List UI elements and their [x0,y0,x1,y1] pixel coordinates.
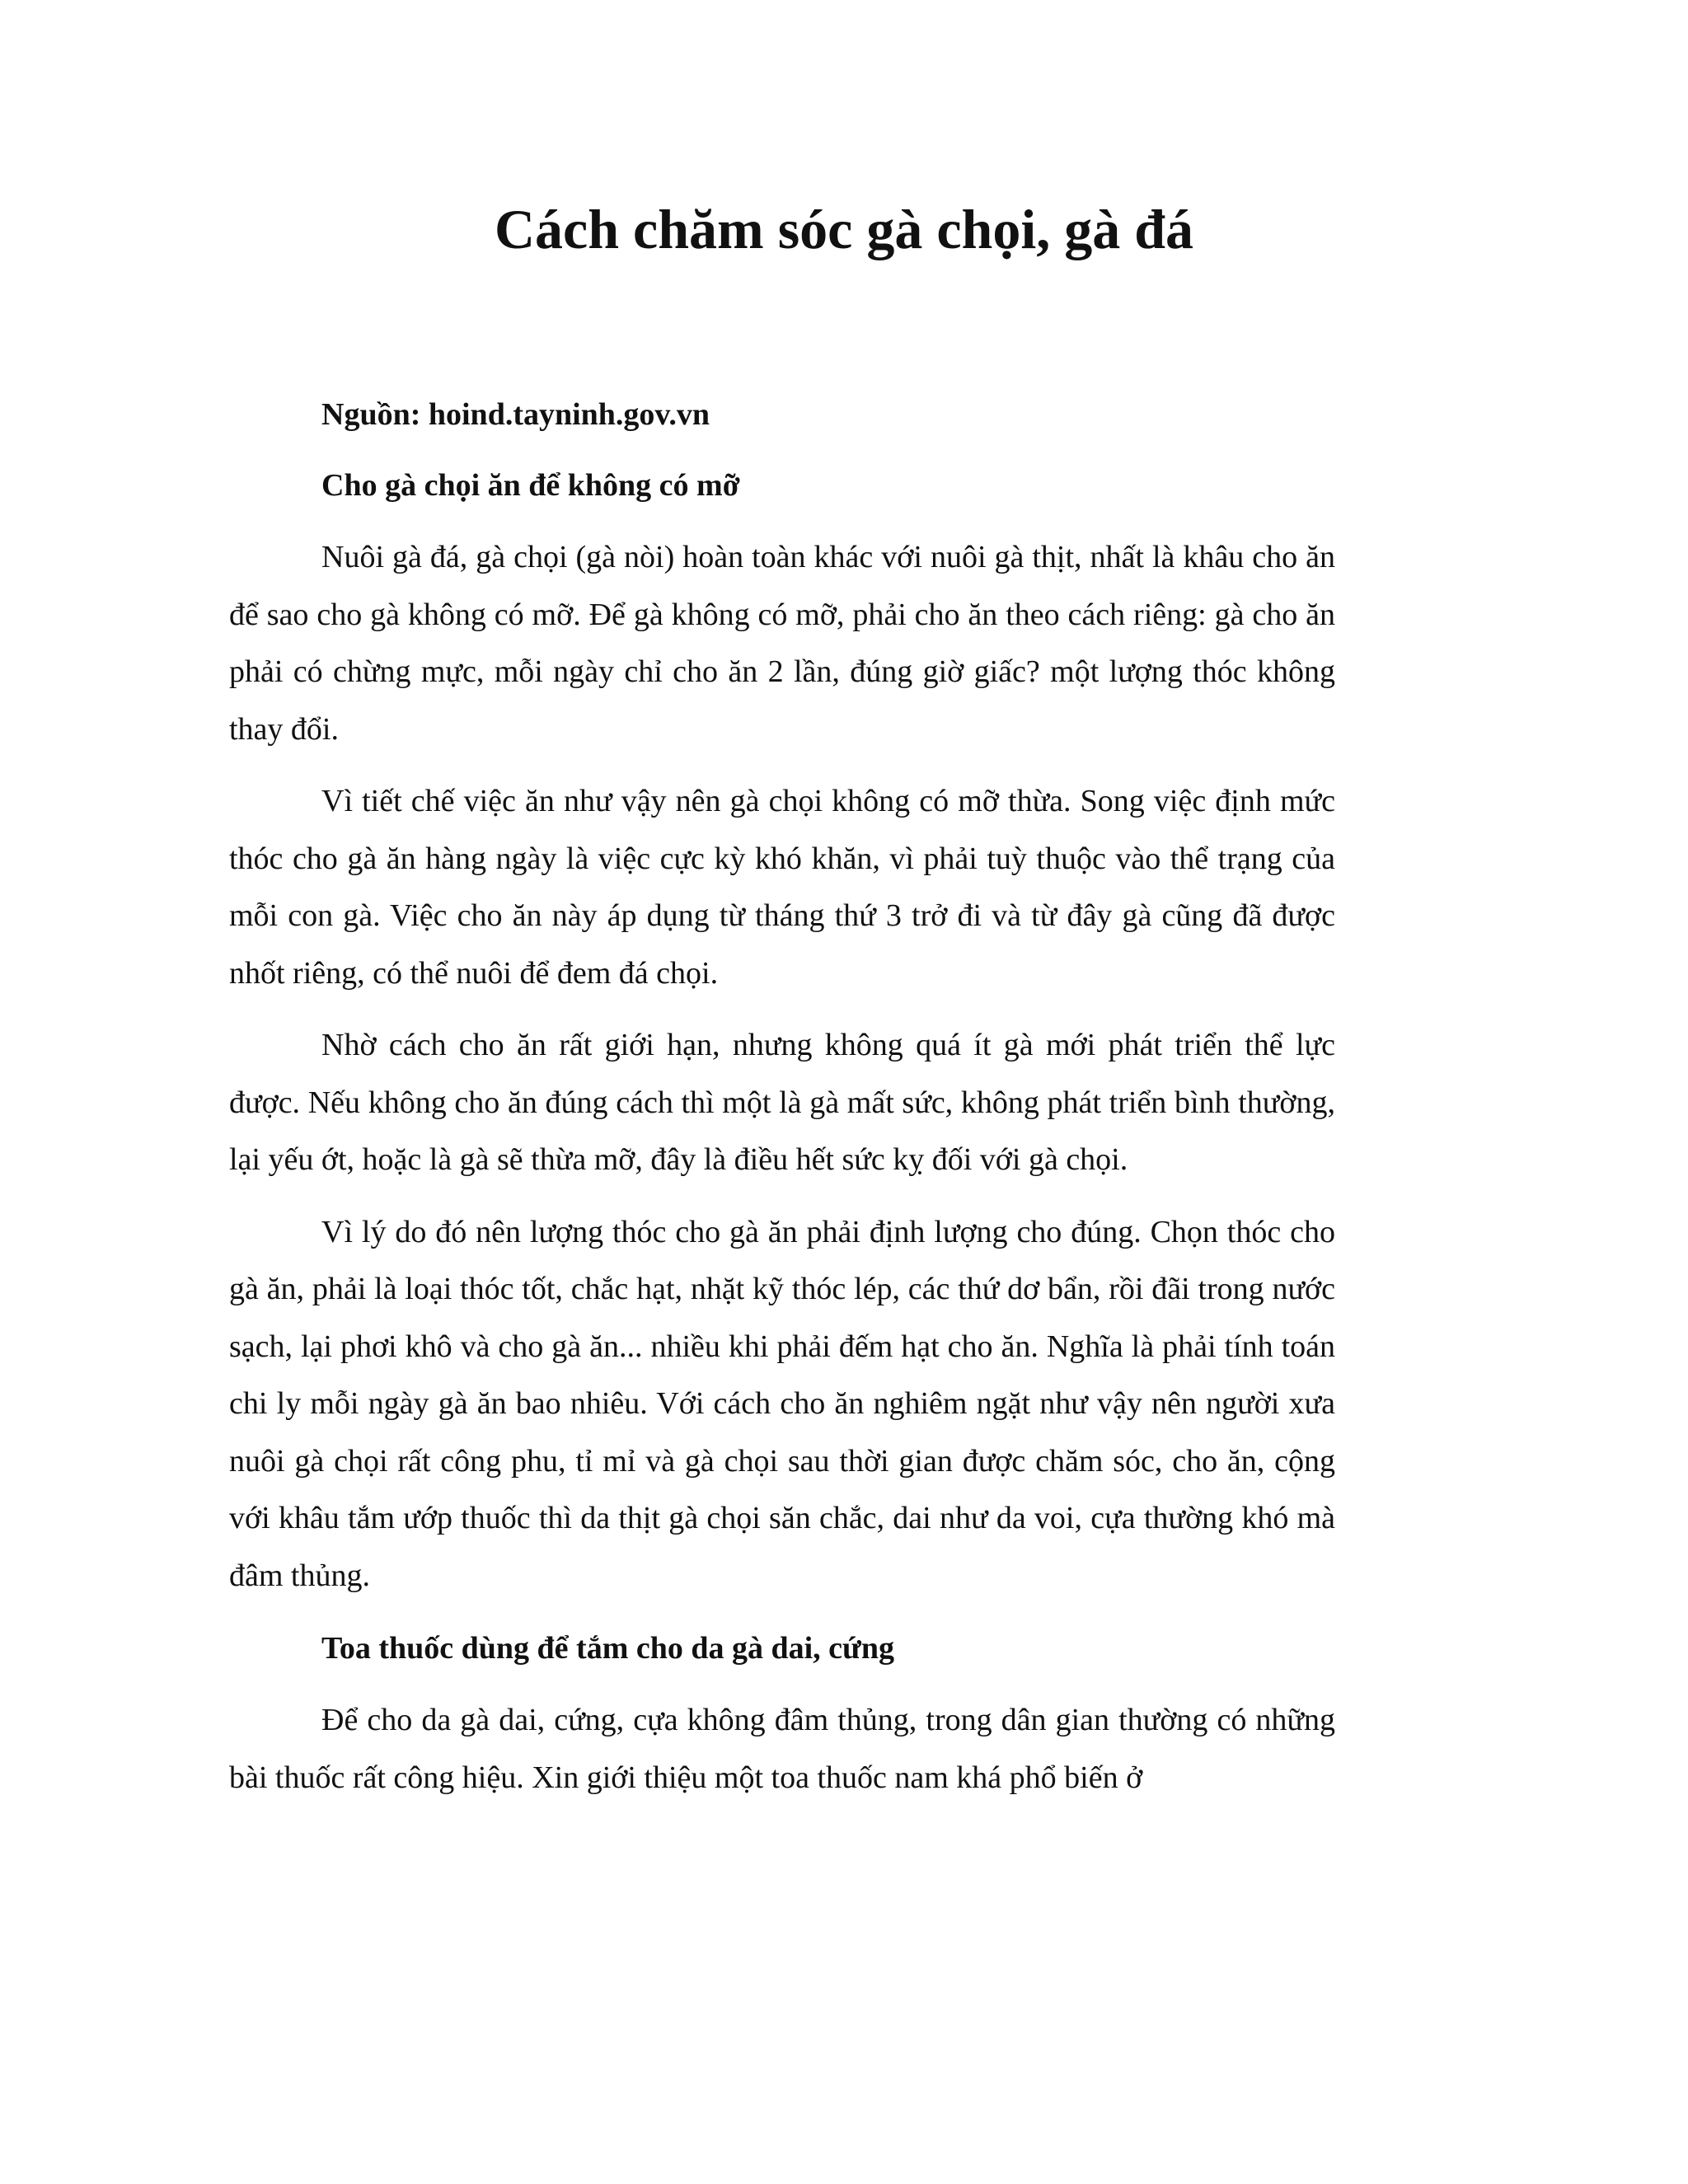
section-heading-feeding: Cho gà chọi ăn để không có mỡ [321,468,740,503]
source-line: Nguồn: hoind.tayninh.gov.vn [321,397,710,432]
document-body [229,386,1335,1821]
page-title: Cách chăm sóc gà chọi, gà đá [494,198,1194,260]
paragraph: Nuôi gà đá, gà chọi (gà nòi) hoàn toàn khác với nuôi gà thịt, nhất là khâu cho ăn để sao cho gà không có mỡ. Để gà không có mỡ, phải cho ăn theo cách riêng: gà cho ăn phải có chừng mực, mỗi ngày chỉ cho ăn 2 lần, đúng giờ giấc? một lượng thóc không thay đổi. [229,540,1335,747]
paragraph: Vì lý do đó nên lượng thóc cho gà ăn phải định lượng cho đúng. Chọn thóc cho gà ăn, phải là loại thóc tốt, chắc hạt, nhặt kỹ thóc lép, các thứ dơ bẩn, rồi đãi trong nước sạch, lại phơi khô và cho gà ăn... nhiều khi phải đếm hạt cho ăn. Nghĩa là phải tính toán chi ly mỗi ngày gà ăn bao nhiêu. Với cách cho ăn nghiêm ngặt như vậy nên người xưa nuôi gà chọi rất công phu, tỉ mỉ và gà chọi sau thời gian được chăm sóc, cho ăn, cộng với khâu tắm ướp thuốc thì da thịt gà chọi săn chắc, dai như da voi, cựa thường khó mà đâm thủng. [229,1214,1335,1593]
paragraph: Để cho da gà dai, cứng, cựa không đâm thủng, trong dân gian thường có những bài thuốc rất công hiệu. Xin giới thiệu một toa thuốc nam khá phổ biến ở [229,1703,1335,1795]
paragraph: Nhờ cách cho ăn rất giới hạn, nhưng không quá ít gà mới phát triển thể lực được. Nếu không cho ăn đúng cách thì một là gà mất sức, không phát triển bình thường, lại yếu ớt, hoặc là gà sẽ thừa mỡ, đây là điều hết sức kỵ đối với gà chọi. [229,1028,1335,1177]
paragraph: Vì tiết chế việc ăn như vậy nên gà chọi không có mỡ thừa. Song việc định mức thóc cho gà ăn hàng ngày là việc cực kỳ khó khăn, vì phải tuỳ thuộc vào thể trạng của mỗi con gà. Việc cho ăn này áp dụng từ tháng thứ 3 trở đi và từ đây gà cũng đã được nhốt riêng, có thể nuôi để đem đá chọi. [229,784,1335,991]
section-heading-bathing-remedy: Toa thuốc dùng để tắm cho da gà dai, cứng [321,1631,894,1666]
